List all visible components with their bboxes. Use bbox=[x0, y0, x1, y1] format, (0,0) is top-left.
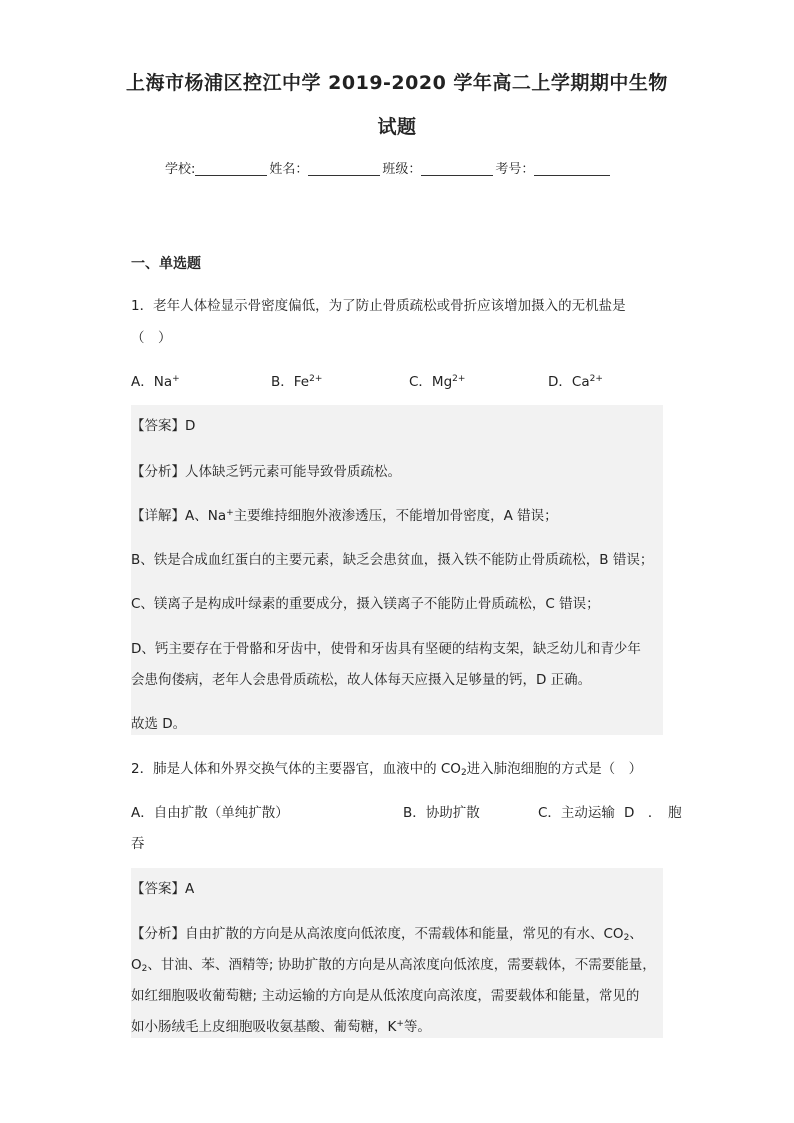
document-title-line2: 试题 bbox=[377, 116, 417, 138]
name-blank bbox=[308, 161, 380, 176]
q1-stem-line1: 1．老年人体检显示骨密度偏低，为了防止骨质疏松或骨折应该增加摄入的无机盐是 bbox=[131, 298, 626, 314]
q2-analysis-line3: 如红细胞吸收葡萄糖; 主动运输的方向是从低浓度向高浓度，需要载体和能量，常见的 bbox=[131, 988, 640, 1004]
q2-analysis-line4: 如小肠绒毛上皮细胞吸收氨基酸、葡萄糖，K+等。 bbox=[131, 1019, 431, 1035]
school-label: 学校: bbox=[165, 162, 196, 177]
q1-detail-d-line2: 会患佝偻病，老年人会患骨质疏松，故人体每天应摄入足够量的钙，D 正确。 bbox=[131, 672, 592, 688]
q1-detail-d-line1: D、钙主要存在于骨骼和牙齿中，使骨和牙齿具有坚硬的结构支架，缺乏幼儿和青少年 bbox=[131, 641, 641, 657]
student-info-line bbox=[165, 158, 612, 177]
q2-stem: 2．肺是人体和外界交换气体的主要器官，血液中的 $CO_2$进入肺泡细胞的方式是（ ） bbox=[131, 761, 643, 778]
section-title: 一、单选题 bbox=[131, 256, 201, 272]
number-blank bbox=[534, 161, 610, 176]
q1-detail-c: C、镁离子是构成叶绿素的重要成分，摄入镁离子不能防止骨质疏松，C 错误； bbox=[131, 596, 600, 612]
q2-answer: 【答案】A bbox=[131, 881, 195, 897]
q1-option-d: D．$Ca^{2+}$ bbox=[548, 374, 603, 390]
class-blank bbox=[421, 161, 493, 176]
q1-answer: 【答案】D bbox=[131, 418, 196, 434]
name-label: 姓名： bbox=[269, 162, 309, 177]
q2-option-d-continued: 吞 bbox=[131, 836, 145, 852]
q1-conclusion: 故选 D。 bbox=[131, 716, 187, 732]
school-blank bbox=[195, 161, 267, 176]
q2-option-a: A．自由扩散（单纯扩散） bbox=[131, 805, 289, 821]
q2-analysis-line1: 【分析】自由扩散的方向是从高浓度向低浓度，不需载体和能量，常见的有水、$CO_2$、 bbox=[131, 926, 643, 943]
number-label: 考号： bbox=[495, 162, 535, 177]
q1-analysis: 【分析】人体缺乏钙元素可能导致骨质疏松。 bbox=[131, 464, 401, 480]
q2-analysis-line2: $O_2$、甘油、苯、酒精等; 协助扩散的方向是从高浓度向低浓度，需要载体，不需要能量， bbox=[131, 957, 656, 974]
q2-option-b: B．协助扩散 bbox=[403, 805, 480, 821]
class-label: 班级： bbox=[382, 162, 422, 177]
document-title-line1: 上海市杨浦区控江中学 2019-2020 学年高二上学期期中生物 bbox=[126, 72, 668, 94]
q2-option-d: D ． 胞 bbox=[624, 805, 682, 821]
q1-option-c: C．$Mg^{2+}$ bbox=[409, 374, 466, 390]
q1-stem-line2: （ ） bbox=[131, 330, 172, 346]
q2-option-c: C．主动运输 bbox=[538, 805, 615, 821]
q1-detail-a: 【详解】A、Na+主要维持细胞外液渗透压，不能增加骨密度，A 错误； bbox=[131, 508, 558, 524]
q1-detail-b: B、铁是合成血红蛋白的主要元素，缺乏会患贫血，摄入铁不能防止骨质疏松，B 错误； bbox=[131, 552, 654, 568]
q1-option-a: A．Na+ bbox=[131, 374, 180, 390]
q1-option-b: B．$Fe^{2+}$ bbox=[271, 374, 323, 390]
